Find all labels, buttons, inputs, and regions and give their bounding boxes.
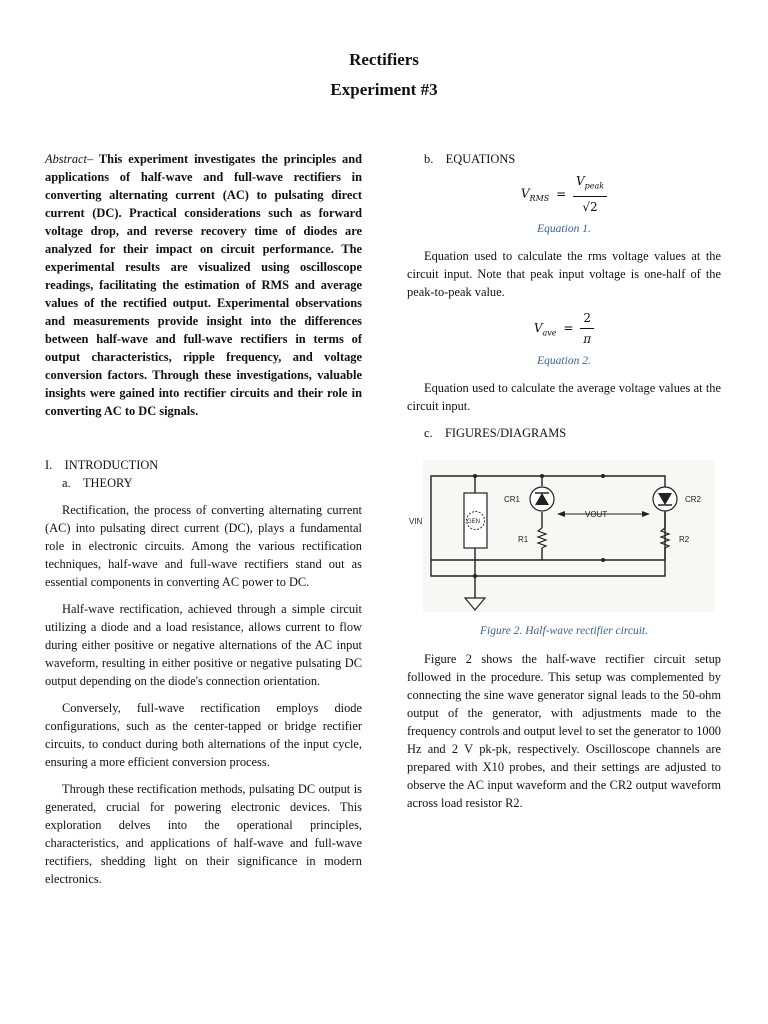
vin-label: VIN: [409, 517, 423, 527]
equation-1-caption: Equation 1.: [537, 223, 591, 236]
cr2-label: CR2: [685, 495, 702, 505]
figure-2-text: Figure 2 shows the half-wave rectifier circuit setup followed in the procedure. This setup was complemented by connecting the sine wave generator signal leads to the 50-ohm output of the generator, with adjustments made to the frequency controls and output level to set the generator to 1000 Hz and 2 V pk-pk, respectively. Oscilloscope channels are prepared with X10 probes, and their settings are adjusted to observe the AC input waveform and the CR2 output waveform across load resistor R2.: [407, 652, 721, 811]
paper-subtitle: Experiment #3: [330, 80, 438, 99]
equation-2-caption: Equation 2.: [537, 355, 591, 368]
eq1-fraction: [573, 172, 607, 216]
intro-paragraph: Half-wave rectification, achieved through a simple circuit utilizing a diode and a load resistance, allows current to flow during either positive or negative alternations of the AC input waveform, resulting in either positive or negative pulsating DC output depending on the diode's connection orientation.: [45, 602, 362, 688]
vout-label: VOUT: [585, 510, 608, 520]
eq2-operator: =: [563, 321, 574, 336]
figures-heading: c. FIGURES/DIAGRAMS: [424, 426, 567, 441]
half-wave-rectifier-diagram: [407, 448, 721, 618]
abstract-text: This experiment investigates the principles and applications of half-wave and full-wave rectifiers in converting alternating current (AC) to pulsating direct current (DC). Practical considerations such as forward voltage drop, and reverse recovery time of diodes are analyzed for their impact on circuit performance. The experimental results are visualized using oscilloscope readings, facilitating the estimation of RMS and average values of the rectified output. Experimental observations and measurements provide insight into the differences between half-wave and full-wave rectifiers in terms of output characteristics, ripple frequency, and voltage conversion factors. Through these investigations, valuable insights were gained into rectifier circuits and their role in converting AC to DC signals.: [45, 152, 362, 418]
left-column: [45, 150, 362, 888]
eq1-numerator-sub: peak: [584, 181, 605, 191]
abstract-label: Abstract: [45, 152, 87, 166]
right-column: [407, 150, 721, 812]
eq1-numerator: V: [575, 174, 585, 188]
gen-label: GEN: [467, 519, 481, 526]
r1-label: R1: [518, 535, 529, 545]
eq1-denominator: √2: [582, 200, 598, 215]
eq1-operator: =: [556, 186, 567, 201]
equation-1: [407, 172, 721, 216]
eq2-numerator: 2: [580, 309, 594, 329]
eq2-lhs-sub: ave: [542, 328, 557, 338]
intro-heading: I. INTRODUCTION: [45, 458, 159, 472]
intro-paragraph: Rectification, the process of converting alternating current (AC) into pulsating direct current (DC), plays a fundamental role in electronic circuits. Among the various rectification techniques, half-wave and full-wave rectifiers stand out as essential components in converting AC power to DC.: [45, 503, 362, 589]
cr1-label: CR1: [504, 495, 521, 505]
intro-paragraph: Through these rectification methods, pulsating DC output is generated, crucial for powering electronic devices. This exploration delves into the operational principles, characteristics, and applications of half-wave and full-wave rectifiers, shedding light on their significance in modern electronics.: [45, 782, 362, 886]
r2-label: R2: [679, 535, 690, 545]
equation-2: [407, 309, 721, 348]
paper-title: Rectifiers: [349, 50, 419, 69]
eq1-lhs: V: [520, 186, 530, 201]
theory-heading: a. THEORY: [62, 476, 133, 490]
figure-2-caption: Figure 2. Half-wave rectifier circuit.: [480, 625, 648, 638]
equation-1-text: Equation used to calculate the rms voltage values at the circuit input. Note that peak input voltage is one-half of the peak-to-peak value.: [407, 249, 721, 300]
eq1-lhs-sub: RMS: [529, 194, 550, 204]
abstract-dash: –: [87, 152, 94, 166]
eq2-fraction: [580, 309, 594, 348]
equation-2-text: Equation used to calculate the average voltage values at the circuit input.: [407, 381, 721, 414]
eq2-denominator: π: [583, 332, 592, 347]
eq2-lhs: V: [533, 321, 543, 336]
intro-paragraph: Conversely, full-wave rectification employs diode configurations, such as the center-tapped or bridge rectifier circuits, to conduct during both alternations of the input cycle, ensuring a more efficient conversion process.: [45, 701, 362, 769]
equations-heading: b. EQUATIONS: [424, 152, 516, 166]
abstract: [45, 150, 362, 420]
